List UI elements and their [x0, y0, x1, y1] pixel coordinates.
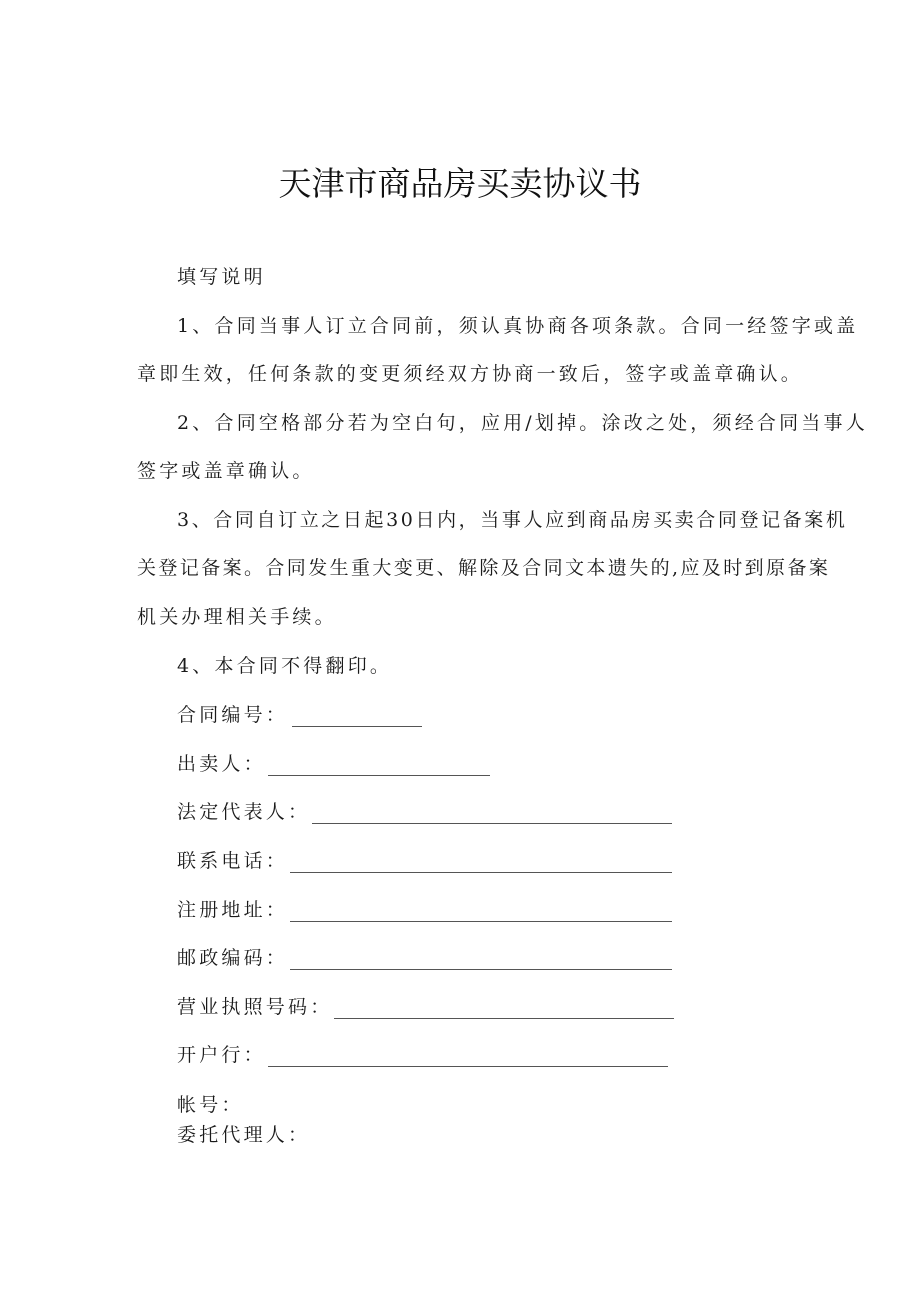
legal-representative-label: 法定代表人： [177, 801, 311, 823]
agent-label: 委托代理人： [177, 1124, 311, 1146]
phone-field [177, 849, 672, 873]
paragraph-1-line-2: 章即生效，任何条款的变更须经双方协商一致后，签字或盖章确认。 [137, 363, 804, 385]
account-label: 帐号： [177, 1094, 244, 1116]
bank-field [177, 1043, 668, 1067]
contract-number-field [177, 703, 422, 727]
account-field [177, 1093, 244, 1117]
seller-label: 出卖人： [177, 753, 266, 775]
instructions-heading: 填写说明 [177, 266, 266, 288]
legal-representative-field [177, 800, 672, 824]
document-title: 天津市商品房买卖协议书 [278, 164, 642, 203]
phone-blank[interactable] [290, 854, 672, 873]
phone-label: 联系电话： [177, 850, 289, 872]
registered-address-field [177, 898, 672, 922]
legal-representative-blank[interactable] [312, 805, 672, 824]
paragraph-3-line-3: 机关办理相关手续。 [137, 606, 337, 628]
contract-number-label: 合同编号： [177, 704, 289, 726]
seller-blank[interactable] [268, 757, 490, 776]
contract-number-blank[interactable] [292, 708, 422, 727]
registered-address-label: 注册地址： [177, 899, 289, 921]
seller-field [177, 752, 490, 776]
paragraph-3-line-1: 3、合同自订立之日起30日内，当事人应到商品房买卖合同登记备案机 [177, 509, 848, 531]
bank-blank[interactable] [268, 1048, 668, 1067]
bank-label: 开户行： [177, 1044, 266, 1066]
paragraph-2-line-1: 2、合同空格部分若为空白句，应用/划掉。涂改之处，须经合同当事人 [177, 412, 868, 434]
business-license-field [177, 995, 674, 1019]
postal-code-blank[interactable] [290, 951, 672, 970]
business-license-label: 营业执照号码： [177, 996, 333, 1018]
paragraph-4-line-1: 4、本合同不得翻印。 [177, 655, 393, 677]
postal-code-label: 邮政编码： [177, 947, 289, 969]
registered-address-blank[interactable] [290, 903, 672, 922]
paragraph-1-line-1: 1、合同当事人订立合同前，须认真协商各项条款。合同一经签字或盖 [177, 315, 859, 337]
postal-code-field [177, 946, 672, 970]
business-license-blank[interactable] [334, 1000, 674, 1019]
paragraph-3-line-2: 关登记备案。合同发生重大变更、解除及合同文本遗失的,应及时到原备案 [137, 557, 831, 579]
paragraph-2-line-2: 签字或盖章确认。 [137, 460, 315, 482]
agent-field [177, 1123, 310, 1147]
